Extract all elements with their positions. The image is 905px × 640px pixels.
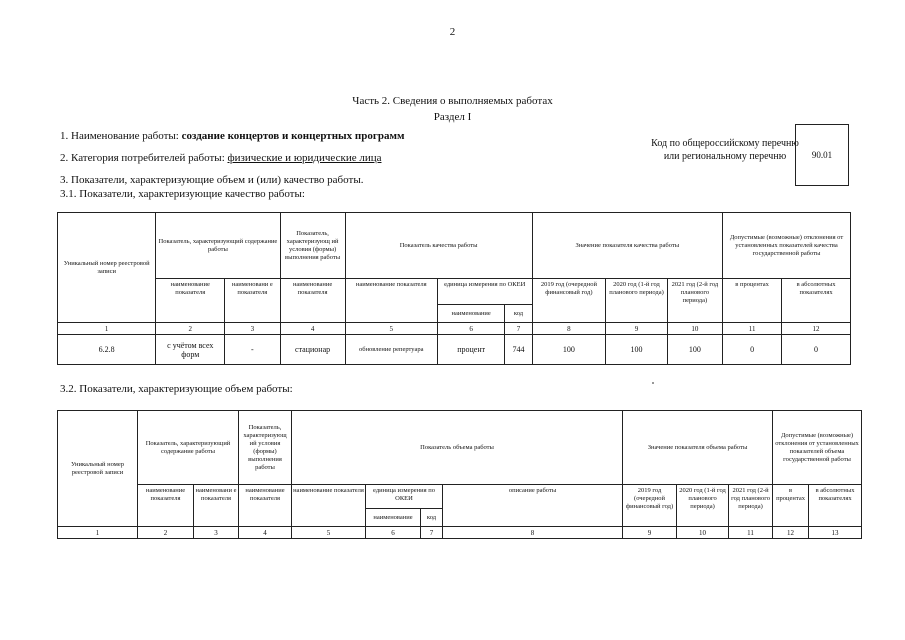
item-3-heading: 3. Показатели, характеризующие объем и (или) качество работы. xyxy=(60,174,364,186)
header-indicator-name-3: наименование показателя xyxy=(280,279,345,323)
column-number: 9 xyxy=(606,323,667,335)
column-number: 7 xyxy=(505,323,532,335)
code-value: 90.01 xyxy=(811,150,833,160)
column-number: 11 xyxy=(729,527,773,539)
header-quality-indicator: Показатель качества работы xyxy=(345,213,532,279)
header-indicator-name-1: наименование показателя xyxy=(138,485,194,527)
page-number: 2 xyxy=(449,26,456,38)
header-deviation: Допустимые (возможные) отклонения от установленных показателей объема государственной работы xyxy=(773,411,862,485)
column-number: 4 xyxy=(280,323,345,335)
header-year-2019: 2019 год (очередной финансовый год) xyxy=(623,485,677,527)
item-3-2-heading: 3.2. Показатели, характеризующие объем работы: xyxy=(60,383,293,395)
cell-value-2021: 100 xyxy=(667,335,722,365)
column-number: 6 xyxy=(366,527,421,539)
header-indicator-name-4: наименование показателя xyxy=(345,279,437,323)
column-number: 12 xyxy=(782,323,851,335)
cell-deviation-absolute: 0 xyxy=(782,335,851,365)
header-year-2020: 2020 год (1-й год планового периода) xyxy=(606,279,667,323)
column-number: 3 xyxy=(225,323,280,335)
column-number-row xyxy=(58,323,851,335)
header-absolute: в абсолютных показателях xyxy=(782,279,851,323)
table-row xyxy=(58,335,851,365)
column-number: 2 xyxy=(156,323,225,335)
cell-value-2020: 100 xyxy=(606,335,667,365)
column-number: 8 xyxy=(532,323,606,335)
column-number: 11 xyxy=(723,323,782,335)
column-number: 13 xyxy=(809,527,862,539)
header-description: описание работы xyxy=(443,485,623,527)
header-percent: в процентах xyxy=(723,279,782,323)
column-number: 8 xyxy=(443,527,623,539)
work-name-line xyxy=(60,130,404,142)
consumer-category-value: физические и юридические лица xyxy=(227,152,382,164)
header-unit: единица измерения по ОКЕИ xyxy=(437,279,532,305)
column-number: 6 xyxy=(437,323,505,335)
header-percent: в процентах xyxy=(773,485,809,527)
work-name-value: создание концертов и концертных программ xyxy=(181,130,405,142)
cell-deviation-percent: 0 xyxy=(723,335,782,365)
header-quality-value: Значение показателя качества работы xyxy=(532,213,723,279)
column-number: 7 xyxy=(421,527,443,539)
item-3-1-heading: 3.1. Показатели, характеризующие качество работы: xyxy=(60,188,305,200)
cell-indicator-name: обновление репертуара xyxy=(345,335,437,365)
code-label: Код по общероссийскому перечню или региональному перечню xyxy=(651,138,799,162)
column-number: 4 xyxy=(239,527,292,539)
header-unit: единица измерения по ОКЕИ xyxy=(366,485,443,509)
column-number: 2 xyxy=(138,527,194,539)
header-year-2019: 2019 год (очередной финансовый год) xyxy=(532,279,606,323)
consumer-category-line xyxy=(60,152,381,164)
column-number: 3 xyxy=(194,527,239,539)
header-unique-number: Уникальный номер реестровой записи xyxy=(58,411,138,527)
column-number: 1 xyxy=(58,527,138,539)
column-number: 9 xyxy=(623,527,677,539)
header-unit-name: наименование xyxy=(366,509,421,527)
header-content-indicator: Показатель, характеризующий содержание работы xyxy=(138,411,239,485)
cell-conditions: стационар xyxy=(280,335,345,365)
header-unit-name: наименование xyxy=(437,305,505,323)
column-number: 5 xyxy=(292,527,366,539)
header-year-2021: 2021 год (2-й год планового периода) xyxy=(729,485,773,527)
cell-unit-name: процент xyxy=(437,335,505,365)
volume-table xyxy=(57,410,862,539)
cell-content-indicator-2: - xyxy=(225,335,280,365)
consumer-category-prefix: 2. Категория потребителей работы: xyxy=(60,152,228,164)
cell-content-indicator: с учётом всех форм xyxy=(156,335,225,365)
column-number: 5 xyxy=(345,323,437,335)
header-unit-code: код xyxy=(505,305,532,323)
cell-unit-code: 744 xyxy=(505,335,532,365)
cell-value-2019: 100 xyxy=(532,335,606,365)
column-number-row xyxy=(58,527,862,539)
header-year-2021: 2021 год (2-й год планового периода) xyxy=(667,279,722,323)
header-content-indicator: Показатель, характеризующий содержание работы xyxy=(156,213,280,279)
part-title: Часть 2. Сведения о выполняемых работах xyxy=(352,95,553,107)
section-title: Раздел I xyxy=(433,111,472,123)
header-deviation: Допустимые (возможные) отклонения от установленных показателей качества государственной работы xyxy=(723,213,851,279)
header-conditions-indicator: Показатель, характеризующ ий условия (формы) выполнения работы xyxy=(280,213,345,279)
header-indicator-name-3: наименование показателя xyxy=(239,485,292,527)
header-indicator-name-2: наименовани е показателя xyxy=(194,485,239,527)
header-unique-number: Уникальный номер реестровой записи xyxy=(58,213,156,323)
column-number: 10 xyxy=(667,323,722,335)
header-year-2020: 2020 год (1-й год планового периода) xyxy=(677,485,729,527)
header-volume-value: Значение показателя объема работы xyxy=(623,411,773,485)
header-indicator-name-2: наименовани е показателя xyxy=(225,279,280,323)
header-absolute: в абсолютных показателях xyxy=(809,485,862,527)
header-volume-indicator: Показатель объема работы xyxy=(292,411,623,485)
header-indicator-name-1: наименование показателя xyxy=(156,279,225,323)
column-number: 10 xyxy=(677,527,729,539)
work-name-prefix: 1. Наименование работы: xyxy=(60,130,182,142)
code-box xyxy=(795,124,849,186)
cell-unique-number: 6.2.8 xyxy=(58,335,156,365)
quality-table xyxy=(57,212,851,365)
column-number: 1 xyxy=(58,323,156,335)
header-unit-code: код xyxy=(421,509,443,527)
column-number: 12 xyxy=(773,527,809,539)
header-indicator-name-4: наименование показателя xyxy=(292,485,366,527)
header-conditions-indicator: Показатель, характеризующ ий условия (формы) выполнения работы xyxy=(239,411,292,485)
scan-dot xyxy=(652,382,654,384)
